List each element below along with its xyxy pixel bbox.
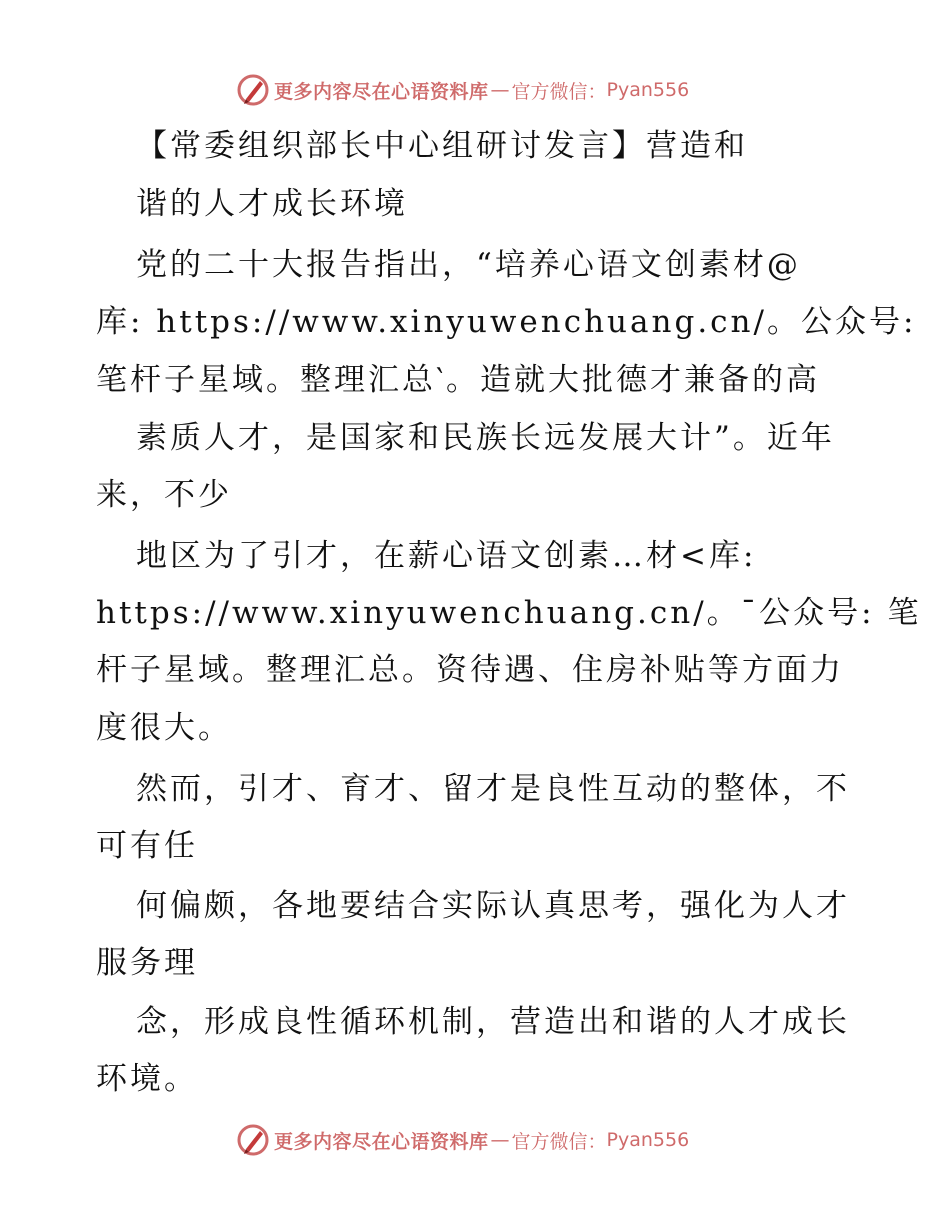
banner-tagline: 更多内容尽在心语资料库 [274,1130,489,1153]
pen-logo-icon [236,1123,270,1157]
paragraph-line: 素质人才，是国家和民族长远发展大计”。近年 [136,420,835,456]
paragraph-line: 党的二十大报告指出，“培养心语文创素材@ [136,247,801,283]
banner-dash: — [490,1129,510,1151]
pen-logo-icon [236,73,270,107]
paragraph-line: 库: https://www.xinyuwenchuang.cn/。公众号: [96,304,917,340]
paragraph-line: 环境。 [96,1061,198,1097]
banner-wechat-id: Pyan556 [606,79,690,101]
paragraph-line: https://www.xinyuwenchuang.cn/。¯公众号: 笔 [96,595,922,631]
header-banner [0,70,950,110]
doc-title-line-1: 【常委组织部长中心组研讨发言】营造和 [136,128,748,164]
paragraph-line: 笔杆子星域。整理汇总‵。造就大批德才兼备的高 [96,362,821,398]
paragraph-line: 杆子星域。整理汇总。资待遇、住房补贴等方面力 [96,652,844,688]
paragraph-line: 度很大。 [96,710,232,746]
banner-wechat-label: 官方微信： [511,1130,607,1153]
paragraph-line: 念，形成良性循环机制，营造出和谐的人才成长 [136,1004,850,1040]
paragraph-line: 可有任 [96,828,198,864]
banner-wechat-id: Pyan556 [606,1129,690,1151]
paragraph-line: 然而，引才、育才、留才是良性互动的整体，不 [136,771,850,807]
doc-title-line-2: 谐的人才成长环境 [136,186,408,222]
banner-content [236,1120,689,1160]
footer-banner [0,1120,950,1160]
paragraph-line: 何偏颇，各地要结合实际认真思考，强化为人才 [136,888,850,924]
banner-dash: — [490,79,510,101]
banner-content [236,70,689,110]
banner-tagline: 更多内容尽在心语资料库 [274,80,489,103]
paragraph-line: 服务理 [96,945,198,981]
paragraph-line: 地区为了引才，在薪心语文创素…材<库: [136,538,757,574]
banner-wechat-label: 官方微信： [511,80,607,103]
paragraph-line: 来，不少 [96,477,232,513]
